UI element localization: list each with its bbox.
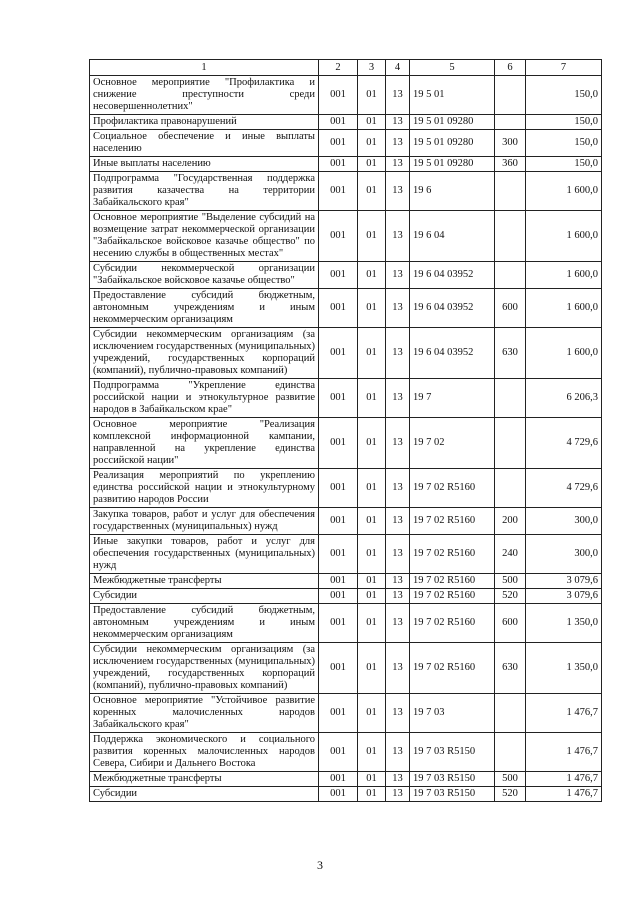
row-section-code: 01: [358, 694, 386, 733]
row-expense-type: 300: [495, 130, 526, 157]
row-name: Основное мероприятие "Профилактика и снижение преступности среди несовершеннолетних": [90, 76, 319, 115]
row-subsection-code: 13: [386, 694, 410, 733]
row-target-article: 19 7 02 R5160: [410, 535, 495, 574]
row-section-code: 01: [358, 589, 386, 604]
row-target-article: 19 6 04 03952: [410, 262, 495, 289]
row-subsection-code: 13: [386, 787, 410, 802]
row-expense-type: 600: [495, 604, 526, 643]
row-name: Профилактика правонарушений: [90, 115, 319, 130]
row-target-article: 19 5 01 09280: [410, 115, 495, 130]
row-sum: 1 476,7: [526, 733, 602, 772]
table-row: [90, 733, 602, 772]
table-row: [90, 772, 602, 787]
row-target-article: 19 7: [410, 379, 495, 418]
row-ved-code: 001: [319, 604, 358, 643]
row-ved-code: 001: [319, 535, 358, 574]
row-expense-type: [495, 211, 526, 262]
row-sum: 150,0: [526, 157, 602, 172]
row-ved-code: 001: [319, 508, 358, 535]
row-section-code: 01: [358, 76, 386, 115]
row-ved-code: 001: [319, 157, 358, 172]
row-section-code: 01: [358, 574, 386, 589]
row-subsection-code: 13: [386, 574, 410, 589]
row-name: Иные выплаты населению: [90, 157, 319, 172]
row-name: Иные закупки товаров, работ и услуг для обеспечения государственных (муниципальных) нужд: [90, 535, 319, 574]
table-row: [90, 379, 602, 418]
row-sum: 3 079,6: [526, 589, 602, 604]
row-expense-type: [495, 76, 526, 115]
row-section-code: 01: [358, 289, 386, 328]
row-ved-code: 001: [319, 328, 358, 379]
row-sum: 1 600,0: [526, 328, 602, 379]
row-expense-type: 500: [495, 574, 526, 589]
row-target-article: 19 7 02 R5160: [410, 469, 495, 508]
row-ved-code: 001: [319, 379, 358, 418]
table-row: [90, 172, 602, 211]
row-name: Межбюджетные трансферты: [90, 772, 319, 787]
row-name: Закупка товаров, работ и услуг для обеспечения государственных (муниципальных) нужд: [90, 508, 319, 535]
row-sum: 1 476,7: [526, 694, 602, 733]
row-subsection-code: 13: [386, 211, 410, 262]
row-sum: 150,0: [526, 115, 602, 130]
row-expense-type: [495, 262, 526, 289]
table-row: [90, 262, 602, 289]
row-sum: 3 079,6: [526, 574, 602, 589]
header-col-rz: 3: [358, 60, 386, 76]
row-ved-code: 001: [319, 469, 358, 508]
table-row: [90, 157, 602, 172]
page-number: 3: [317, 858, 323, 872]
row-name: Основное мероприятие "Выделение субсидий на возмещение затрат некоммерческой организации "Забайкальское войсковое казачье общество" по несению службы в общественных местах": [90, 211, 319, 262]
row-section-code: 01: [358, 733, 386, 772]
row-target-article: 19 5 01: [410, 76, 495, 115]
row-subsection-code: 13: [386, 115, 410, 130]
row-section-code: 01: [358, 157, 386, 172]
row-sum: 1 476,7: [526, 772, 602, 787]
table-row: [90, 787, 602, 802]
row-name: Субсидии некоммерческим организациям (за исключением государственных (муниципальных) учреждений, государственных корпораций (компаний), публично-правовых компаний): [90, 328, 319, 379]
row-target-article: 19 6 04 03952: [410, 289, 495, 328]
table-row: [90, 604, 602, 643]
table-row: [90, 535, 602, 574]
row-ved-code: 001: [319, 172, 358, 211]
row-sum: 1 350,0: [526, 604, 602, 643]
row-name: Субсидии: [90, 589, 319, 604]
row-expense-type: 630: [495, 643, 526, 694]
row-ved-code: 001: [319, 574, 358, 589]
row-subsection-code: 13: [386, 418, 410, 469]
row-name: Поддержка экономического и социального развития коренных малочисленных народов Севера, Сибири и Дальнего Востока: [90, 733, 319, 772]
table-row: [90, 574, 602, 589]
header-row: [90, 60, 602, 76]
row-expense-type: [495, 469, 526, 508]
table-row: [90, 418, 602, 469]
row-expense-type: [495, 379, 526, 418]
table-row: [90, 694, 602, 733]
row-name: Подпрограмма "Укрепление единства российской нации и этнокультурное развитие народов в Забайкальском крае": [90, 379, 319, 418]
table-row: [90, 130, 602, 157]
row-target-article: 19 7 02 R5160: [410, 574, 495, 589]
row-section-code: 01: [358, 508, 386, 535]
table-row: [90, 469, 602, 508]
row-section-code: 01: [358, 379, 386, 418]
row-name: Межбюджетные трансферты: [90, 574, 319, 589]
row-target-article: 19 7 02 R5160: [410, 643, 495, 694]
row-ved-code: 001: [319, 589, 358, 604]
row-expense-type: [495, 733, 526, 772]
row-ved-code: 001: [319, 289, 358, 328]
row-sum: 4 729,6: [526, 418, 602, 469]
row-section-code: 01: [358, 262, 386, 289]
table-row: [90, 328, 602, 379]
row-section-code: 01: [358, 328, 386, 379]
row-subsection-code: 13: [386, 469, 410, 508]
row-expense-type: 240: [495, 535, 526, 574]
row-expense-type: [495, 694, 526, 733]
row-subsection-code: 13: [386, 772, 410, 787]
header-col-vr: 6: [495, 60, 526, 76]
row-subsection-code: 13: [386, 508, 410, 535]
table-row: [90, 508, 602, 535]
row-ved-code: 001: [319, 76, 358, 115]
row-name: Субсидии: [90, 787, 319, 802]
row-sum: 300,0: [526, 535, 602, 574]
row-name: Субсидии некоммерческой организации "Забайкальское войсковое казачье общество": [90, 262, 319, 289]
row-target-article: 19 7 02 R5160: [410, 589, 495, 604]
row-target-article: 19 5 01 09280: [410, 130, 495, 157]
row-sum: 150,0: [526, 130, 602, 157]
row-section-code: 01: [358, 604, 386, 643]
row-subsection-code: 13: [386, 76, 410, 115]
row-target-article: 19 7 02 R5160: [410, 604, 495, 643]
row-section-code: 01: [358, 172, 386, 211]
row-expense-type: 630: [495, 328, 526, 379]
row-target-article: 19 5 01 09280: [410, 157, 495, 172]
row-subsection-code: 13: [386, 589, 410, 604]
row-ved-code: 001: [319, 262, 358, 289]
header-col-sum: 7: [526, 60, 602, 76]
row-section-code: 01: [358, 787, 386, 802]
row-ved-code: 001: [319, 787, 358, 802]
row-ved-code: 001: [319, 772, 358, 787]
row-section-code: 01: [358, 469, 386, 508]
row-section-code: 01: [358, 772, 386, 787]
row-target-article: 19 7 02 R5160: [410, 508, 495, 535]
table-row: [90, 643, 602, 694]
row-name: Реализация мероприятий по укреплению единства российской нации и этнокультурному развитию народов России: [90, 469, 319, 508]
row-section-code: 01: [358, 535, 386, 574]
row-target-article: 19 7 03 R5150: [410, 772, 495, 787]
table-row: [90, 211, 602, 262]
row-ved-code: 001: [319, 418, 358, 469]
row-sum: 1 600,0: [526, 172, 602, 211]
row-expense-type: [495, 115, 526, 130]
row-name: Основное мероприятие "Устойчивое развитие коренных малочисленных народов Забайкальского края": [90, 694, 319, 733]
row-name: Основное мероприятие "Реализация комплексной информационной кампании, направленной на укрепление единства российской нации": [90, 418, 319, 469]
row-sum: 6 206,3: [526, 379, 602, 418]
row-name: Предоставление субсидий бюджетным, автономным учреждениям и иным некоммерческим организациям: [90, 604, 319, 643]
row-expense-type: [495, 172, 526, 211]
budget-table: [89, 59, 602, 802]
row-subsection-code: 13: [386, 379, 410, 418]
row-ved-code: 001: [319, 211, 358, 262]
row-subsection-code: 13: [386, 130, 410, 157]
table-body: [90, 76, 602, 802]
row-target-article: 19 7 03 R5150: [410, 733, 495, 772]
row-expense-type: [495, 418, 526, 469]
row-sum: 4 729,6: [526, 469, 602, 508]
row-subsection-code: 13: [386, 328, 410, 379]
table-row: [90, 76, 602, 115]
row-subsection-code: 13: [386, 172, 410, 211]
row-subsection-code: 13: [386, 535, 410, 574]
row-name: Подпрограмма "Государственная поддержка развития казачества на территории Забайкальского края": [90, 172, 319, 211]
row-ved-code: 001: [319, 643, 358, 694]
table-row: [90, 289, 602, 328]
row-target-article: 19 7 02: [410, 418, 495, 469]
header-col-pr: 4: [386, 60, 410, 76]
row-target-article: 19 6 04 03952: [410, 328, 495, 379]
row-section-code: 01: [358, 115, 386, 130]
row-subsection-code: 13: [386, 157, 410, 172]
row-subsection-code: 13: [386, 604, 410, 643]
row-ved-code: 001: [319, 733, 358, 772]
header-col-name: 1: [90, 60, 319, 76]
row-sum: 1 350,0: [526, 643, 602, 694]
row-section-code: 01: [358, 418, 386, 469]
row-target-article: 19 6 04: [410, 211, 495, 262]
header-col-ved: 2: [319, 60, 358, 76]
row-name: Предоставление субсидий бюджетным, автономным учреждениям и иным некоммерческим организациям: [90, 289, 319, 328]
row-expense-type: 360: [495, 157, 526, 172]
row-sum: 1 600,0: [526, 211, 602, 262]
row-subsection-code: 13: [386, 262, 410, 289]
row-subsection-code: 13: [386, 643, 410, 694]
row-sum: 1 600,0: [526, 289, 602, 328]
row-expense-type: 600: [495, 289, 526, 328]
table-row: [90, 589, 602, 604]
row-subsection-code: 13: [386, 289, 410, 328]
row-expense-type: 200: [495, 508, 526, 535]
row-target-article: 19 6: [410, 172, 495, 211]
row-expense-type: 520: [495, 589, 526, 604]
row-expense-type: 520: [495, 787, 526, 802]
row-target-article: 19 7 03 R5150: [410, 787, 495, 802]
row-section-code: 01: [358, 643, 386, 694]
row-ved-code: 001: [319, 130, 358, 157]
row-target-article: 19 7 03: [410, 694, 495, 733]
row-subsection-code: 13: [386, 733, 410, 772]
row-ved-code: 001: [319, 694, 358, 733]
row-section-code: 01: [358, 211, 386, 262]
row-sum: 150,0: [526, 76, 602, 115]
row-sum: 1 600,0: [526, 262, 602, 289]
row-section-code: 01: [358, 130, 386, 157]
row-name: Социальное обеспечение и иные выплаты населению: [90, 130, 319, 157]
table-row: [90, 115, 602, 130]
row-name: Субсидии некоммерческим организациям (за исключением государственных (муниципальных) учреждений, государственных корпораций (компаний), публично-правовых компаний): [90, 643, 319, 694]
row-expense-type: 500: [495, 772, 526, 787]
row-sum: 1 476,7: [526, 787, 602, 802]
header-col-csr: 5: [410, 60, 495, 76]
row-ved-code: 001: [319, 115, 358, 130]
row-sum: 300,0: [526, 508, 602, 535]
